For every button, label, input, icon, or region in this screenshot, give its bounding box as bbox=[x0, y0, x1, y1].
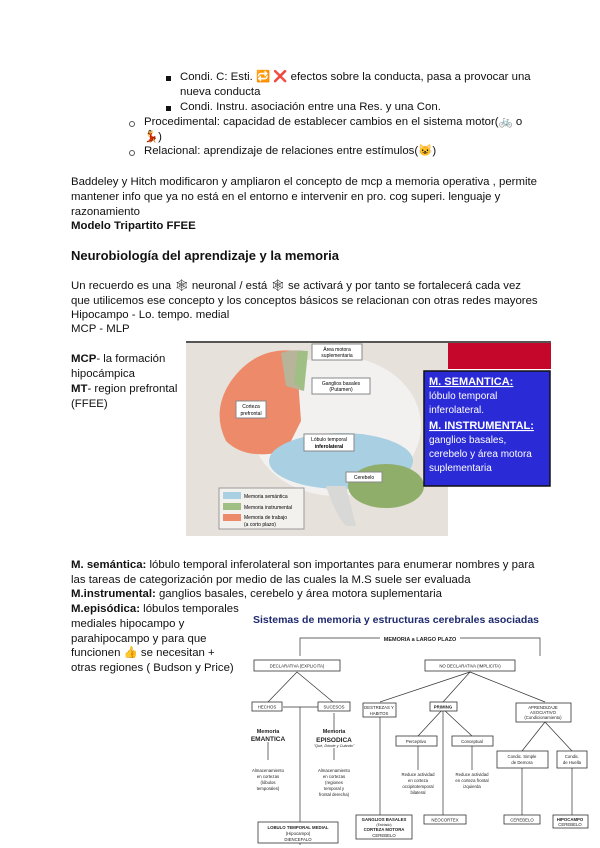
mcp-line-2: hipocámpica bbox=[71, 368, 135, 380]
svg-text:CEREBELO: CEREBELO bbox=[558, 822, 582, 827]
svg-text:Memoria de trabajo: Memoria de trabajo bbox=[244, 515, 288, 521]
paragraph-line: MCP - MLP bbox=[71, 323, 130, 335]
svg-text:NEOCORTEX: NEOCORTEX bbox=[431, 817, 459, 823]
svg-text:Memoria: Memoria bbox=[322, 729, 346, 735]
svg-text:Área motora: Área motora bbox=[323, 347, 351, 353]
svg-text:EMANTICA: EMANTICA bbox=[250, 736, 286, 743]
svg-text:CEREBELO: CEREBELO bbox=[510, 817, 534, 823]
svg-text:temporales): temporales) bbox=[256, 786, 280, 791]
memory-systems-diagram bbox=[240, 605, 600, 848]
svg-text:(Putamen): (Putamen) bbox=[329, 387, 353, 393]
svg-text:Condic. Simple: Condic. Simple bbox=[507, 754, 537, 759]
svg-text:inferolateral: inferolateral bbox=[314, 444, 344, 450]
paragraph-line: Un recuerdo es una 🕸 neuronal / está 🕸 se activará y por tanto se fortalecerá cada vez bbox=[71, 280, 521, 292]
svg-text:Memoria instrumental: Memoria instrumental bbox=[244, 505, 293, 511]
list-item-cond-i: Condi. Instru. asociación entre una Res. y una Con. bbox=[180, 101, 441, 113]
svg-text:cerebelo y área motora: cerebelo y área motora bbox=[429, 449, 532, 460]
mcp-label: MCP bbox=[71, 353, 97, 365]
svg-text:DESTREZAS Y: DESTREZAS Y bbox=[364, 705, 394, 710]
square-bullet bbox=[166, 106, 171, 111]
svg-text:CORTEZA MOTORA: CORTEZA MOTORA bbox=[363, 827, 405, 832]
svg-text:Lóbulo temporal: Lóbulo temporal bbox=[311, 437, 347, 443]
svg-text:EPISODICA: EPISODICA bbox=[316, 737, 352, 744]
brain-image bbox=[186, 341, 551, 536]
label-cerebelo bbox=[346, 472, 382, 482]
circle-bullet bbox=[129, 150, 135, 156]
svg-text:HIPOCAMPO: HIPOCAMPO bbox=[556, 817, 584, 822]
mt-line-2: (FFEE) bbox=[71, 398, 108, 410]
svg-text:Conceptual: Conceptual bbox=[461, 739, 483, 744]
svg-text:DIENCEFALO: DIENCEFALO bbox=[284, 837, 312, 842]
svg-text:prefrontal: prefrontal bbox=[240, 411, 262, 417]
svg-text:Almacenamiento: Almacenamiento bbox=[317, 768, 351, 773]
list-item-relacional: Relacional: aprendizaje de relaciones entre estímulos(😺) bbox=[144, 145, 437, 157]
svg-text:(Hipocampo): (Hipocampo) bbox=[285, 831, 311, 836]
episodica-line: M.episódica: lóbulos temporales bbox=[71, 603, 239, 615]
svg-text:ganglios basales,: ganglios basales, bbox=[429, 435, 507, 446]
semantica-box bbox=[424, 371, 550, 486]
svg-text:APRENDIZAJE: APRENDIZAJE bbox=[528, 705, 558, 710]
svg-text:(regiones: (regiones bbox=[325, 780, 343, 785]
svg-text:Perceptivo: Perceptivo bbox=[405, 739, 427, 744]
svg-text:suplementaria: suplementaria bbox=[321, 353, 353, 359]
svg-text:en corteza: en corteza bbox=[407, 778, 429, 783]
svg-text:inferolateral.: inferolateral. bbox=[429, 405, 485, 416]
semantica-line: M. semántica: lóbulo temporal inferolateral son importantes para enumerar nombres y para bbox=[71, 559, 535, 571]
label-corteza bbox=[236, 401, 266, 418]
svg-text:"Qué, Dónde y Cuándo": "Qué, Dónde y Cuándo" bbox=[313, 744, 355, 748]
svg-text:Reduce actividad: Reduce actividad bbox=[455, 772, 489, 777]
svg-text:(lóbulos: (lóbulos bbox=[260, 780, 276, 785]
paragraph-line: razonamiento bbox=[71, 206, 141, 218]
square-bullet bbox=[166, 76, 171, 81]
list-item-procedimental: Procedimental: capacidad de establecer cambios en el sistema motor(🚲 o bbox=[144, 116, 523, 128]
svg-text:Ganglios basales: Ganglios basales bbox=[321, 381, 361, 387]
label-lobulo bbox=[304, 434, 354, 451]
paragraph-line: Hipocampo - Lo. tempo. medial bbox=[71, 309, 230, 321]
list-item-cond-c: Condi. C: Esti. 🔁 ❌ efectos sobre la conducta, pasa a provocar una bbox=[180, 71, 531, 83]
svg-text:NO DECLARATIVA (IMPLICITA): NO DECLARATIVA (IMPLICITA) bbox=[439, 663, 501, 669]
paragraph-line: las tareas de categorización por medio de las cuales la M.S suele ser evaluada bbox=[71, 574, 471, 586]
section-heading: Neurobiología del aprendizaje y la memoria bbox=[71, 248, 340, 263]
svg-text:GANGLIOS BASALES: GANGLIOS BASALES bbox=[361, 817, 407, 822]
paragraph-line: mediales hipocampo y bbox=[71, 618, 185, 630]
svg-text:(Estriado): (Estriado) bbox=[376, 823, 392, 827]
paragraph-line: que utilicemos ese concepto y los conceptos básicos se relacionan con otras redes mayores bbox=[71, 295, 538, 307]
svg-text:M. INSTRUMENTAL:: M. INSTRUMENTAL: bbox=[429, 420, 534, 432]
label-area-motora bbox=[312, 344, 362, 360]
mcp-line: MCP- la formación bbox=[71, 353, 166, 365]
svg-text:Sistemas de memoria y estructu: Sistemas de memoria y estructuras cerebrales asociadas bbox=[253, 614, 539, 626]
paragraph-line: mantener info que ya no está en el entorno e intervenir en pro. cog superi. lenguaje y bbox=[71, 191, 501, 203]
svg-text:frontal derecha): frontal derecha) bbox=[318, 792, 350, 797]
svg-text:Corteza: Corteza bbox=[242, 404, 260, 410]
svg-text:de Huella: de Huella bbox=[562, 760, 582, 765]
svg-text:Almacenamiento: Almacenamiento bbox=[251, 768, 285, 773]
svg-text:occipitotemporal: occipitotemporal bbox=[402, 784, 434, 789]
instrumental-line: M.instrumental: ganglios basales, cerebelo y área motora suplementaria bbox=[71, 588, 443, 600]
svg-text:LOBULO TEMPORAL MEDIAL: LOBULO TEMPORAL MEDIAL bbox=[267, 825, 329, 830]
svg-text:Memoria semántica: Memoria semántica bbox=[244, 494, 288, 500]
svg-text:Cerebelo: Cerebelo bbox=[353, 475, 375, 481]
svg-text:en cortezas: en cortezas bbox=[322, 774, 346, 779]
circle-bullet bbox=[129, 121, 135, 127]
svg-text:en cortezas: en cortezas bbox=[256, 774, 280, 779]
svg-text:CEREBELO: CEREBELO bbox=[372, 833, 396, 838]
svg-text:MEMORIA a LARGO PLAZO: MEMORIA a LARGO PLAZO bbox=[383, 637, 457, 643]
list-item-procedimental-cont: 💃) bbox=[144, 131, 162, 143]
svg-text:(Condicionamiento): (Condicionamiento) bbox=[524, 715, 562, 720]
svg-text:temporal y: temporal y bbox=[323, 786, 345, 791]
svg-text:SUCESOS: SUCESOS bbox=[323, 704, 345, 710]
svg-text:Memoria: Memoria bbox=[256, 729, 280, 735]
modelo-tripartito: Modelo Tripartito FFEE bbox=[71, 220, 196, 232]
svg-text:ASOCIATIVO: ASOCIATIVO bbox=[530, 710, 556, 715]
svg-text:HABITOS: HABITOS bbox=[369, 711, 389, 716]
svg-text:M. SEMANTICA:: M. SEMANTICA: bbox=[429, 376, 514, 388]
paragraph-line: otras regiones ( Budson y Price) bbox=[71, 662, 234, 674]
label-ganglios bbox=[312, 378, 370, 394]
list-item-cond-c-cont: nueva conducta bbox=[180, 86, 261, 98]
svg-text:de Demora: de Demora bbox=[511, 760, 533, 765]
svg-text:lóbulo temporal: lóbulo temporal bbox=[429, 391, 498, 402]
svg-text:HECHOS: HECHOS bbox=[257, 704, 277, 710]
svg-text:bilateral: bilateral bbox=[410, 790, 426, 795]
paragraph-line: parahipocampo y para que bbox=[71, 633, 207, 645]
brain-legend bbox=[219, 488, 304, 529]
svg-text:Condic.: Condic. bbox=[564, 754, 580, 759]
mt-label: MT bbox=[71, 383, 88, 395]
svg-text:suplementaria: suplementaria bbox=[429, 463, 492, 474]
svg-text:en corteza frontal: en corteza frontal bbox=[455, 778, 489, 783]
mt-line: MT- region prefrontal bbox=[71, 383, 178, 395]
svg-text:DECLARATIVA (EXPLICITA): DECLARATIVA (EXPLICITA) bbox=[269, 663, 325, 669]
svg-text:PRIMING: PRIMING bbox=[433, 704, 453, 710]
svg-text:(a corto plazo): (a corto plazo) bbox=[244, 522, 276, 528]
paragraph-line: funcionen 👍 se necesitan + bbox=[71, 647, 215, 659]
svg-text:izquierda: izquierda bbox=[463, 784, 481, 789]
svg-text:Reduce actividad: Reduce actividad bbox=[401, 772, 435, 777]
paragraph-line: Baddeley y Hitch modificaron y ampliaron el concepto de mcp a memoria operativa , permite bbox=[71, 176, 537, 188]
